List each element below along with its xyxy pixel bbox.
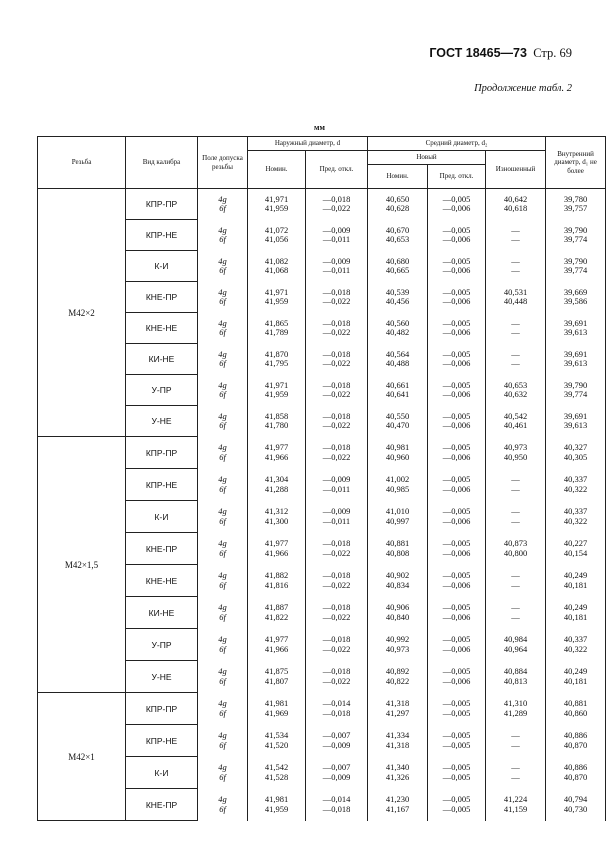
mean-nominal: 40,881 40,808 — [368, 533, 428, 565]
inner-diameter: 39,790 39,774 — [546, 375, 606, 406]
outer-nominal: 41,981 41,959 — [248, 789, 306, 821]
standard-number: ГОСТ 18465—73 — [429, 46, 527, 60]
col-worn: Изношенный — [486, 151, 546, 189]
outer-deviation: —0,018 —0,022 — [306, 406, 368, 437]
mean-deviation: —0,005 —0,006 — [428, 629, 486, 661]
gauge-type: КИ-НЕ — [126, 344, 198, 375]
outer-deviation: —0,018 —0,022 — [306, 533, 368, 565]
tolerance-field: 4g 6f — [198, 501, 248, 533]
worn-value: 41,224 41,159 — [486, 789, 546, 821]
col-inner: Внутренний диаметр, d₁ не более — [546, 137, 606, 189]
inner-diameter: 39,790 39,774 — [546, 251, 606, 282]
inner-diameter: 40,249 40,181 — [546, 565, 606, 597]
mean-nominal: 41,340 41,326 — [368, 757, 428, 789]
gauge-type: К-И — [126, 501, 198, 533]
inner-diameter: 39,691 39,613 — [546, 313, 606, 344]
tolerance-field: 4g 6f — [198, 220, 248, 251]
outer-nominal: 41,072 41,056 — [248, 220, 306, 251]
tolerance-field: 4g 6f — [198, 661, 248, 693]
outer-deviation: —0,018 —0,022 — [306, 597, 368, 629]
tolerance-field: 4g 6f — [198, 725, 248, 757]
outer-nominal: 41,865 41,789 — [248, 313, 306, 344]
col-outer-nominal: Номин. — [248, 151, 306, 189]
tolerance-field: 4g 6f — [198, 789, 248, 821]
tolerance-field: 4g 6f — [198, 344, 248, 375]
inner-diameter: 40,249 40,181 — [546, 597, 606, 629]
worn-value: 40,884 40,813 — [486, 661, 546, 693]
outer-nominal: 41,977 41,966 — [248, 629, 306, 661]
gauge-type: У-ПР — [126, 629, 198, 661]
gauge-type: К-И — [126, 251, 198, 282]
gauge-type: КНЕ-НЕ — [126, 313, 198, 344]
outer-deviation: —0,007 —0,009 — [306, 757, 368, 789]
col-new: Новый — [368, 151, 486, 165]
outer-nominal: 41,971 41,959 — [248, 189, 306, 220]
mean-nominal: 40,539 40,456 — [368, 282, 428, 313]
inner-diameter: 40,249 40,181 — [546, 661, 606, 693]
mean-deviation: —0,005 —0,006 — [428, 220, 486, 251]
outer-deviation: —0,014 —0,018 — [306, 789, 368, 821]
outer-deviation: —0,018 —0,022 — [306, 437, 368, 469]
mean-nominal: 40,670 40,653 — [368, 220, 428, 251]
mean-deviation: —0,005 —0,006 — [428, 344, 486, 375]
outer-deviation: —0,007 —0,009 — [306, 725, 368, 757]
outer-deviation: —0,018 —0,022 — [306, 313, 368, 344]
worn-value: 40,653 40,632 — [486, 375, 546, 406]
gauge-type: КНЕ-НЕ — [126, 565, 198, 597]
outer-deviation: —0,014 —0,018 — [306, 693, 368, 725]
outer-deviation: —0,018 —0,022 — [306, 629, 368, 661]
outer-deviation: —0,018 —0,022 — [306, 189, 368, 220]
inner-diameter: 40,886 40,870 — [546, 757, 606, 789]
gauge-type: КПР-НЕ — [126, 725, 198, 757]
col-mean-nominal: Номин. — [368, 165, 428, 189]
mean-deviation: —0,005 —0,005 — [428, 725, 486, 757]
mean-deviation: —0,005 —0,006 — [428, 469, 486, 501]
outer-nominal: 41,977 41,966 — [248, 437, 306, 469]
outer-nominal: 41,981 41,969 — [248, 693, 306, 725]
tolerance-field: 4g 6f — [198, 533, 248, 565]
inner-diameter: 39,691 39,613 — [546, 344, 606, 375]
mean-deviation: —0,005 —0,006 — [428, 533, 486, 565]
mean-deviation: —0,005 —0,006 — [428, 282, 486, 313]
thread-designation: M42×1 — [38, 693, 126, 821]
unit-label: мм — [314, 123, 325, 132]
gauge-type: КИ-НЕ — [126, 597, 198, 629]
gauge-type: КНЕ-ПР — [126, 282, 198, 313]
worn-value: 40,642 40,618 — [486, 189, 546, 220]
outer-deviation: —0,018 —0,022 — [306, 661, 368, 693]
col-gauge: Вид калибра — [126, 137, 198, 189]
gauge-table — [37, 136, 606, 821]
inner-diameter: 40,337 40,322 — [546, 629, 606, 661]
mean-nominal: 40,981 40,960 — [368, 437, 428, 469]
inner-diameter: 39,669 39,586 — [546, 282, 606, 313]
worn-value: — — — [486, 220, 546, 251]
worn-value: 40,984 40,964 — [486, 629, 546, 661]
gauge-type: КПР-НЕ — [126, 220, 198, 251]
outer-deviation: —0,018 —0,022 — [306, 375, 368, 406]
inner-diameter: 40,881 40,860 — [546, 693, 606, 725]
mean-nominal: 40,680 40,665 — [368, 251, 428, 282]
tolerance-field: 4g 6f — [198, 693, 248, 725]
worn-value: 40,531 40,448 — [486, 282, 546, 313]
worn-value: — — — [486, 344, 546, 375]
mean-deviation: —0,005 —0,006 — [428, 251, 486, 282]
table-continuation: Продолжение табл. 2 — [474, 83, 572, 94]
outer-nominal: 41,312 41,300 — [248, 501, 306, 533]
mean-deviation: —0,005 —0,006 — [428, 313, 486, 344]
gauge-type: У-НЕ — [126, 406, 198, 437]
worn-value: — — — [486, 251, 546, 282]
mean-nominal: 40,560 40,482 — [368, 313, 428, 344]
inner-diameter: 40,327 40,305 — [546, 437, 606, 469]
worn-value: 41,310 41,289 — [486, 693, 546, 725]
gauge-type: КНЕ-ПР — [126, 789, 198, 821]
tolerance-field: 4g 6f — [198, 757, 248, 789]
outer-deviation: —0,009 —0,011 — [306, 251, 368, 282]
inner-diameter: 40,337 40,322 — [546, 469, 606, 501]
outer-deviation: —0,018 —0,022 — [306, 565, 368, 597]
worn-value: — — — [486, 725, 546, 757]
mean-deviation: —0,005 —0,006 — [428, 661, 486, 693]
inner-diameter: 39,780 39,757 — [546, 189, 606, 220]
mean-deviation: —0,005 —0,006 — [428, 406, 486, 437]
col-outer: Наружный диаметр, d — [248, 137, 368, 151]
tolerance-field: 4g 6f — [198, 629, 248, 661]
gauge-type: КПР-ПР — [126, 693, 198, 725]
mean-nominal: 41,318 41,297 — [368, 693, 428, 725]
mean-nominal: 40,892 40,822 — [368, 661, 428, 693]
tolerance-field: 4g 6f — [198, 406, 248, 437]
outer-nominal: 41,870 41,795 — [248, 344, 306, 375]
gauge-type: У-НЕ — [126, 661, 198, 693]
mean-nominal: 40,902 40,834 — [368, 565, 428, 597]
worn-value: — — — [486, 757, 546, 789]
mean-nominal: 41,334 41,318 — [368, 725, 428, 757]
mean-deviation: —0,005 —0,006 — [428, 565, 486, 597]
worn-value: 40,973 40,950 — [486, 437, 546, 469]
outer-deviation: —0,009 —0,011 — [306, 220, 368, 251]
thread-designation: M42×1,5 — [38, 437, 126, 693]
outer-deviation: —0,009 —0,011 — [306, 501, 368, 533]
tolerance-field: 4g 6f — [198, 313, 248, 344]
table-row — [38, 437, 606, 469]
tolerance-field: 4g 6f — [198, 282, 248, 313]
inner-diameter: 40,227 40,154 — [546, 533, 606, 565]
tolerance-field: 4g 6f — [198, 375, 248, 406]
mean-nominal: 40,906 40,840 — [368, 597, 428, 629]
tolerance-field: 4g 6f — [198, 437, 248, 469]
outer-deviation: —0,018 —0,022 — [306, 344, 368, 375]
outer-nominal: 41,887 41,822 — [248, 597, 306, 629]
col-tolerance: Поле допуска резьбы — [198, 137, 248, 189]
page-number: Стр. 69 — [533, 46, 572, 60]
table-row — [38, 189, 606, 220]
worn-value: — — — [486, 469, 546, 501]
worn-value: 40,542 40,461 — [486, 406, 546, 437]
outer-nominal: 41,971 41,959 — [248, 375, 306, 406]
mean-deviation: —0,005 —0,005 — [428, 757, 486, 789]
outer-nominal: 41,082 41,068 — [248, 251, 306, 282]
inner-diameter: 39,790 39,774 — [546, 220, 606, 251]
outer-nominal: 41,882 41,816 — [248, 565, 306, 597]
mean-nominal: 40,550 40,470 — [368, 406, 428, 437]
inner-diameter: 39,691 39,613 — [546, 406, 606, 437]
gauge-type: К-И — [126, 757, 198, 789]
inner-diameter: 40,886 40,870 — [546, 725, 606, 757]
mean-deviation: —0,005 —0,006 — [428, 437, 486, 469]
gauge-type: КПР-НЕ — [126, 469, 198, 501]
mean-deviation: —0,005 —0,005 — [428, 789, 486, 821]
outer-nominal: 41,977 41,966 — [248, 533, 306, 565]
col-mean: Средний диаметр, d₂ — [368, 137, 546, 151]
mean-nominal: 41,230 41,167 — [368, 789, 428, 821]
mean-deviation: —0,005 —0,006 — [428, 597, 486, 629]
outer-nominal: 41,875 41,807 — [248, 661, 306, 693]
tolerance-field: 4g 6f — [198, 597, 248, 629]
col-thread: Резьба — [38, 137, 126, 189]
outer-nominal: 41,534 41,520 — [248, 725, 306, 757]
worn-value: — — — [486, 501, 546, 533]
col-outer-deviation: Пред. откл. — [306, 151, 368, 189]
tolerance-field: 4g 6f — [198, 251, 248, 282]
mean-deviation: —0,005 —0,006 — [428, 375, 486, 406]
mean-nominal: 40,564 40,488 — [368, 344, 428, 375]
thread-designation: M42×2 — [38, 189, 126, 437]
worn-value: — — — [486, 313, 546, 344]
mean-nominal: 40,661 40,641 — [368, 375, 428, 406]
outer-deviation: —0,009 —0,011 — [306, 469, 368, 501]
tolerance-field: 4g 6f — [198, 565, 248, 597]
mean-deviation: —0,005 —0,005 — [428, 693, 486, 725]
gauge-type: КПР-ПР — [126, 437, 198, 469]
inner-diameter: 40,337 40,322 — [546, 501, 606, 533]
mean-nominal: 41,010 40,997 — [368, 501, 428, 533]
table-row — [38, 693, 606, 725]
mean-nominal: 41,002 40,985 — [368, 469, 428, 501]
mean-nominal: 40,650 40,628 — [368, 189, 428, 220]
tolerance-field: 4g 6f — [198, 469, 248, 501]
outer-nominal: 41,542 41,528 — [248, 757, 306, 789]
col-mean-deviation: Пред. откл. — [428, 165, 486, 189]
outer-nominal: 41,304 41,288 — [248, 469, 306, 501]
mean-deviation: —0,005 —0,006 — [428, 189, 486, 220]
gauge-type: КНЕ-ПР — [126, 533, 198, 565]
inner-diameter: 40,794 40,730 — [546, 789, 606, 821]
mean-nominal: 40,992 40,973 — [368, 629, 428, 661]
outer-nominal: 41,971 41,959 — [248, 282, 306, 313]
outer-nominal: 41,858 41,780 — [248, 406, 306, 437]
worn-value: — — — [486, 597, 546, 629]
outer-deviation: —0,018 —0,022 — [306, 282, 368, 313]
page-header — [429, 46, 572, 61]
gauge-type: КПР-ПР — [126, 189, 198, 220]
worn-value: 40,873 40,800 — [486, 533, 546, 565]
worn-value: — — — [486, 565, 546, 597]
gauge-type: У-ПР — [126, 375, 198, 406]
tolerance-field: 4g 6f — [198, 189, 248, 220]
mean-deviation: —0,005 —0,006 — [428, 501, 486, 533]
